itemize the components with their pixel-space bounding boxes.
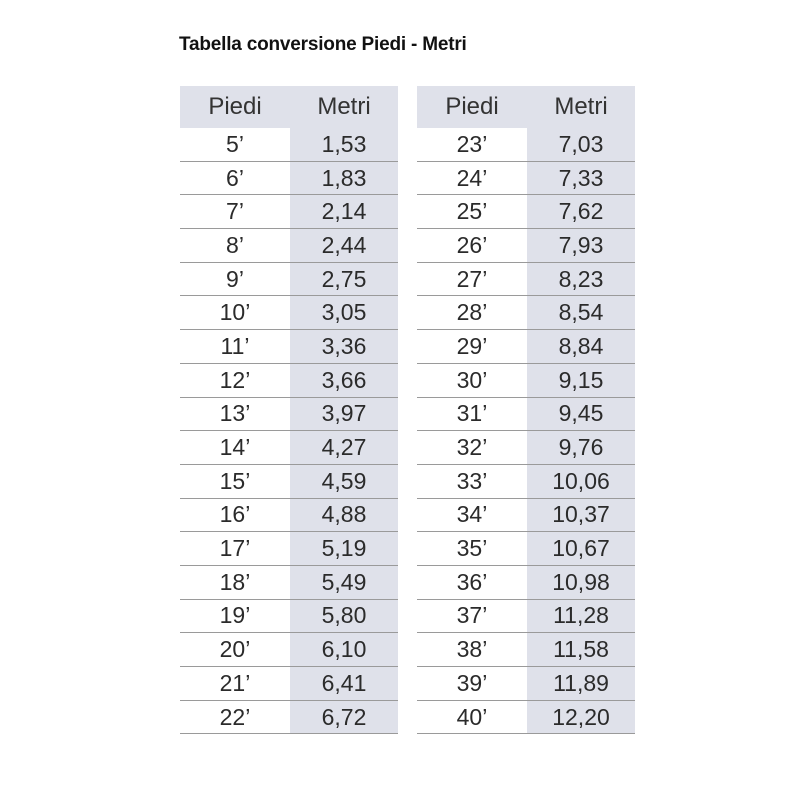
table-row: [417, 565, 635, 599]
table-row: [417, 599, 635, 633]
meters-cell: 7,62: [527, 195, 635, 229]
feet-cell: 22’: [180, 700, 290, 734]
table-row: [417, 633, 635, 667]
table-row: [417, 195, 635, 229]
table-row: [417, 128, 635, 161]
table-row: [180, 161, 398, 195]
table-row: [417, 363, 635, 397]
feet-cell: 31’: [417, 397, 527, 431]
table-row: [417, 667, 635, 701]
table-row: [417, 700, 635, 734]
meters-cell: 3,36: [290, 330, 398, 364]
table-row: [180, 431, 398, 465]
table-row: [417, 262, 635, 296]
feet-cell: 7’: [180, 195, 290, 229]
table-row: [180, 330, 398, 364]
meters-cell: 10,37: [527, 498, 635, 532]
table-row: [417, 296, 635, 330]
feet-cell: 21’: [180, 667, 290, 701]
table-row: [417, 464, 635, 498]
table-row: [180, 296, 398, 330]
table-row: [180, 700, 398, 734]
feet-cell: 23’: [417, 128, 527, 161]
meters-cell: 2,14: [290, 195, 398, 229]
table-row: [180, 532, 398, 566]
meters-cell: 7,03: [527, 128, 635, 161]
meters-cell: 1,53: [290, 128, 398, 161]
table-row: [417, 397, 635, 431]
feet-cell: 33’: [417, 464, 527, 498]
table-row: [180, 464, 398, 498]
table-row: [180, 195, 398, 229]
feet-cell: 12’: [180, 363, 290, 397]
table-body: [180, 128, 398, 734]
meters-cell: 10,98: [527, 565, 635, 599]
feet-cell: 37’: [417, 599, 527, 633]
feet-cell: 24’: [417, 161, 527, 195]
meters-cell: 12,20: [527, 700, 635, 734]
meters-cell: 9,45: [527, 397, 635, 431]
feet-cell: 36’: [417, 565, 527, 599]
feet-cell: 10’: [180, 296, 290, 330]
meters-cell: 3,66: [290, 363, 398, 397]
feet-cell: 38’: [417, 633, 527, 667]
feet-cell: 16’: [180, 498, 290, 532]
meters-cell: 8,84: [527, 330, 635, 364]
table-row: [180, 565, 398, 599]
table-row: [180, 397, 398, 431]
feet-cell: 20’: [180, 633, 290, 667]
meters-cell: 4,59: [290, 464, 398, 498]
table-header-row: [417, 86, 635, 128]
meters-cell: 2,75: [290, 262, 398, 296]
meters-cell: 7,93: [527, 229, 635, 263]
meters-cell: 11,89: [527, 667, 635, 701]
feet-cell: 18’: [180, 565, 290, 599]
table-row: [417, 498, 635, 532]
feet-cell: 29’: [417, 330, 527, 364]
meters-cell: 8,23: [527, 262, 635, 296]
meters-cell: 4,27: [290, 431, 398, 465]
meters-cell: 7,33: [527, 161, 635, 195]
meters-cell: 11,28: [527, 599, 635, 633]
meters-cell: 10,06: [527, 464, 635, 498]
table-row: [180, 498, 398, 532]
table-row: [417, 431, 635, 465]
feet-cell: 27’: [417, 262, 527, 296]
meters-cell: 4,88: [290, 498, 398, 532]
table-row: [180, 363, 398, 397]
meters-cell: 3,97: [290, 397, 398, 431]
table-row: [417, 229, 635, 263]
meters-cell: 9,15: [527, 363, 635, 397]
feet-cell: 40’: [417, 700, 527, 734]
column-header-piedi: Piedi: [417, 86, 527, 128]
column-header-piedi: Piedi: [180, 86, 290, 128]
meters-cell: 5,19: [290, 532, 398, 566]
feet-cell: 32’: [417, 431, 527, 465]
table-header-row: [180, 86, 398, 128]
meters-cell: 1,83: [290, 161, 398, 195]
meters-cell: 3,05: [290, 296, 398, 330]
table-row: [417, 161, 635, 195]
feet-cell: 34’: [417, 498, 527, 532]
feet-cell: 13’: [180, 397, 290, 431]
feet-cell: 8’: [180, 229, 290, 263]
table-row: [180, 633, 398, 667]
meters-cell: 5,49: [290, 565, 398, 599]
meters-cell: 2,44: [290, 229, 398, 263]
feet-cell: 5’: [180, 128, 290, 161]
meters-cell: 6,72: [290, 700, 398, 734]
table-row: [180, 599, 398, 633]
column-header-metri: Metri: [527, 86, 635, 128]
table-row: [180, 667, 398, 701]
feet-cell: 19’: [180, 599, 290, 633]
feet-cell: 26’: [417, 229, 527, 263]
table-row: [180, 229, 398, 263]
feet-cell: 28’: [417, 296, 527, 330]
conversion-table-right: [417, 86, 635, 734]
feet-cell: 6’: [180, 161, 290, 195]
feet-cell: 39’: [417, 667, 527, 701]
table-row: [417, 532, 635, 566]
meters-cell: 9,76: [527, 431, 635, 465]
column-header-metri: Metri: [290, 86, 398, 128]
feet-cell: 14’: [180, 431, 290, 465]
table-row: [180, 262, 398, 296]
feet-cell: 9’: [180, 262, 290, 296]
meters-cell: 10,67: [527, 532, 635, 566]
meters-cell: 8,54: [527, 296, 635, 330]
meters-cell: 11,58: [527, 633, 635, 667]
table-row: [417, 330, 635, 364]
table-row: [180, 128, 398, 161]
feet-cell: 25’: [417, 195, 527, 229]
feet-cell: 15’: [180, 464, 290, 498]
feet-cell: 17’: [180, 532, 290, 566]
feet-cell: 35’: [417, 532, 527, 566]
feet-cell: 11’: [180, 330, 290, 364]
feet-cell: 30’: [417, 363, 527, 397]
page-title: Tabella conversione Piedi - Metri: [179, 34, 467, 55]
meters-cell: 6,41: [290, 667, 398, 701]
conversion-table-left: [180, 86, 398, 734]
meters-cell: 5,80: [290, 599, 398, 633]
table-body: [417, 128, 635, 734]
meters-cell: 6,10: [290, 633, 398, 667]
